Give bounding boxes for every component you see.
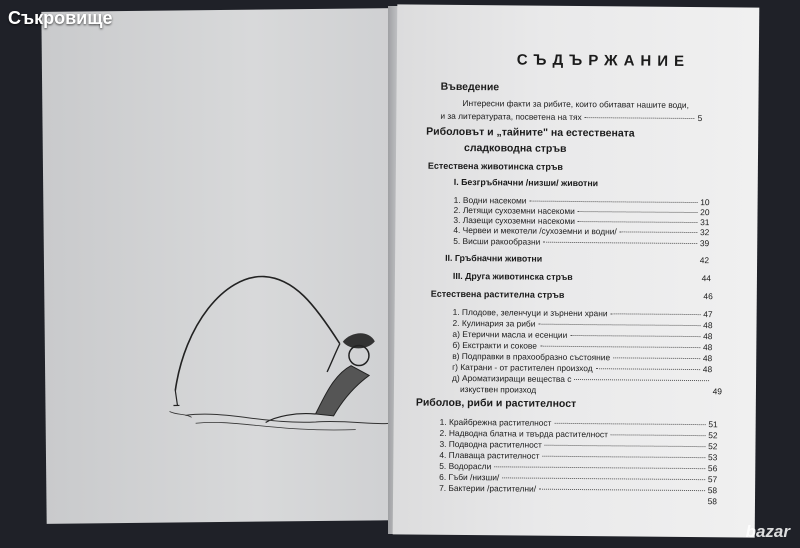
page-number: 48: [702, 353, 713, 364]
entry-label: а) Етерични масла и есенции: [452, 328, 568, 340]
page-number: 58: [707, 485, 718, 496]
dot-leader: [613, 357, 700, 359]
entry-label: 4. Червеи и мекотели /сухоземни и водни/: [453, 224, 617, 237]
right-page: [393, 4, 760, 537]
toc-entry: [453, 236, 709, 248]
page-number: 48: [702, 342, 713, 353]
dot-leader: [578, 211, 697, 213]
page-number: 5: [697, 113, 703, 124]
page-number: 49: [712, 386, 722, 397]
page-number: 58: [707, 496, 718, 507]
page-number: 53: [708, 452, 718, 463]
toc-entry: [445, 253, 709, 265]
toc-entry: [453, 271, 711, 283]
dot-leader: [539, 489, 705, 491]
entry-label: 2. Летящи сухоземни насекоми: [453, 204, 575, 216]
dot-leader: [596, 368, 700, 370]
entry-label: 7. Бактерии /растителни/: [439, 482, 537, 494]
toc-entry: [439, 494, 717, 506]
toc-entry: [460, 384, 722, 396]
entry-label: 3. Подводна растителност: [439, 438, 542, 450]
entry-label: 5. Висши ракообразни: [453, 235, 541, 247]
entry-label: 2. Надводна блатна и твърда растителност: [439, 427, 608, 440]
toc-entry: [431, 289, 713, 301]
page-number: 32: [699, 227, 710, 238]
entry-label: 5. Водорасли: [439, 460, 492, 472]
dot-leader: [502, 477, 705, 480]
entry-label: 1. Водни насекоми: [453, 194, 527, 206]
site-logo-text: Съкровище: [8, 8, 113, 28]
page-number: 46: [703, 291, 713, 302]
dot-leader: [543, 242, 697, 244]
left-page: [41, 8, 398, 524]
dot-leader: [545, 260, 697, 261]
dot-leader: [567, 296, 700, 297]
page-number: 48: [703, 320, 713, 331]
entry-label: в) Подправки в прахообразно състояние: [452, 350, 611, 363]
part1-heading-line2: сладководна стръв: [464, 142, 567, 155]
entry-label: г) Катрани - от растителен произход: [452, 361, 593, 374]
dot-leader: [574, 379, 709, 381]
table-of-contents: [393, 4, 760, 537]
dot-leader: [554, 423, 705, 425]
dot-leader: [576, 278, 699, 279]
entry-label: д) Ароматизиращи вещества с: [452, 372, 572, 384]
dot-leader: [539, 391, 709, 392]
group2-heading: II. Гръбначни животни: [445, 252, 543, 264]
entry-label: 2. Кулинария за риби: [452, 317, 536, 329]
page-number: 52: [708, 441, 718, 452]
dot-leader: [538, 324, 700, 326]
dot-leader: [540, 346, 700, 348]
group1-heading: I. Безгръбначни /низши/ животни: [453, 176, 599, 189]
entry-label: изкуствен произход: [459, 383, 537, 395]
intro-heading: Въведение: [440, 80, 500, 94]
page-number: 56: [707, 463, 718, 474]
plant-bait-heading: Естествена растителна стръв: [430, 288, 565, 300]
page-number: 48: [702, 364, 713, 375]
page-number: 48: [703, 331, 713, 342]
part1-heading-line1: Риболовът и „тайните" на естествената: [426, 125, 635, 140]
entry-label: 3. Лазещи сухоземни насекоми: [453, 214, 575, 226]
dot-leader: [545, 445, 705, 447]
entry-label: 1. Крайбрежна растителност: [439, 416, 552, 428]
dot-leader: [570, 335, 700, 337]
dot-leader: [494, 466, 705, 469]
page-number: 10: [700, 197, 710, 208]
watermark-logo: bazar: [745, 522, 790, 541]
page-number: 44: [701, 273, 711, 284]
toc-title: СЪДЪРЖАНИЕ: [516, 51, 691, 70]
dot-leader: [611, 313, 701, 315]
fisherman-illustration: [154, 263, 396, 436]
toc-entry: [440, 111, 702, 123]
dot-leader: [611, 434, 705, 436]
page-number: 20: [700, 207, 710, 218]
part2-heading: Риболов, риби и растителност: [415, 396, 577, 411]
page-number: 39: [699, 238, 710, 249]
page-number: 52: [708, 430, 718, 441]
dot-leader: [585, 117, 695, 119]
dot-leader: [578, 221, 697, 223]
group3-heading: III. Друга животинска стръв: [452, 270, 573, 282]
animal-bait-heading: Естествена животинска стръв: [427, 160, 564, 172]
dot-leader: [442, 500, 705, 502]
page-number: 42: [699, 255, 710, 266]
entry-label: 4. Плаваща растителност: [439, 449, 540, 461]
intro-text-line2: и за литературата, посветена на тях: [440, 110, 582, 123]
entry-label: б) Екстракти и сокове: [452, 339, 537, 351]
dot-leader: [529, 201, 697, 203]
page-number: 31: [700, 217, 710, 228]
page-number: 57: [707, 474, 718, 485]
page-number: 51: [708, 419, 718, 430]
entry-label: 6. Гъби /низши/: [439, 471, 500, 483]
entry-label: 1. Плодове, зеленчуци и зърнени храни: [452, 306, 608, 319]
dot-leader: [542, 456, 705, 458]
intro-text-line1: Интересни факти за рибите, които обитават нашите води,: [462, 98, 689, 110]
page-number: 47: [703, 309, 713, 320]
dot-leader: [620, 231, 697, 233]
